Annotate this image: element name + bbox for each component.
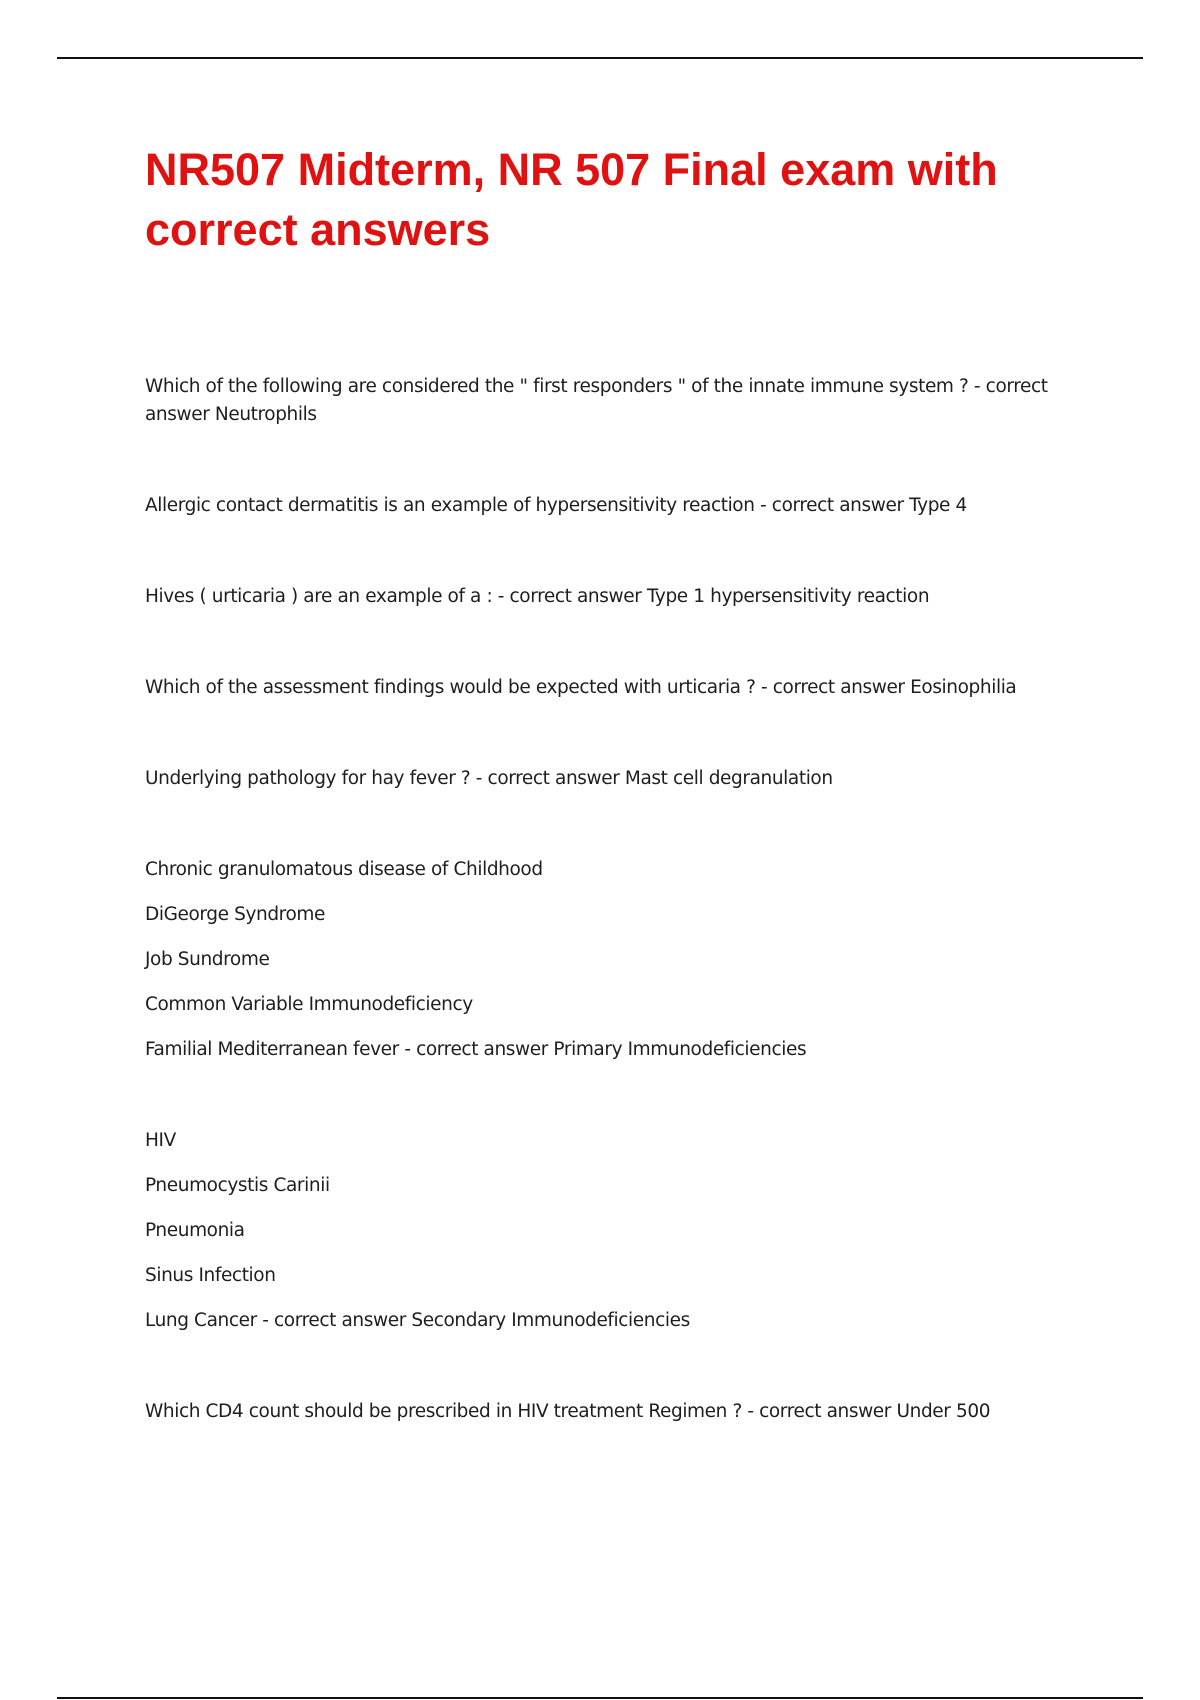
qa-item-contact-dermatitis: Allergic contact dermatitis is an example of hypersensitivity reaction - correct answer Type 4 bbox=[145, 495, 967, 516]
bottom-rule bbox=[57, 1697, 1143, 1699]
qa-item-hives: Hives ( urticaria ) are an example of a : - correct answer Type 1 hypersensitivity reaction bbox=[145, 586, 930, 607]
group-line: Job Sundrome bbox=[145, 949, 270, 970]
group-line: Pneumonia bbox=[145, 1220, 245, 1241]
top-rule bbox=[57, 57, 1143, 59]
qa-item-cd4-count: Which CD4 count should be prescribed in HIV treatment Regimen ? - correct answer Under 500 bbox=[145, 1401, 991, 1422]
document-title: NR507 Midterm, NR 507 Final exam with correct answers bbox=[145, 144, 998, 255]
group-line: Common Variable Immunodeficiency bbox=[145, 994, 473, 1015]
qa-item-first-responders: Which of the following are considered the " first responders " of the innate immune system ? - correct answer Neutrophils bbox=[145, 376, 1048, 425]
qa-item-urticaria-findings: Which of the assessment findings would be expected with urticaria ? - correct answer Eosinophilia bbox=[145, 677, 1017, 698]
document-body bbox=[145, 373, 1075, 1426]
group-line-answer: Familial Mediterranean fever - correct answer Primary Immunodeficiencies bbox=[145, 1039, 807, 1060]
group-line: Sinus Infection bbox=[145, 1265, 276, 1286]
group-line-answer: Lung Cancer - correct answer Secondary Immunodeficiencies bbox=[145, 1310, 690, 1331]
group-line: DiGeorge Syndrome bbox=[145, 904, 325, 925]
qa-group-primary-immunodeficiencies bbox=[145, 856, 1075, 1064]
group-line: Pneumocystis Carinii bbox=[145, 1175, 330, 1196]
qa-item-hay-fever: Underlying pathology for hay fever ? - correct answer Mast cell degranulation bbox=[145, 768, 833, 789]
qa-group-secondary-immunodeficiencies bbox=[145, 1127, 1075, 1335]
group-line: Chronic granulomatous disease of Childhood bbox=[145, 859, 543, 880]
group-line: HIV bbox=[145, 1130, 176, 1151]
